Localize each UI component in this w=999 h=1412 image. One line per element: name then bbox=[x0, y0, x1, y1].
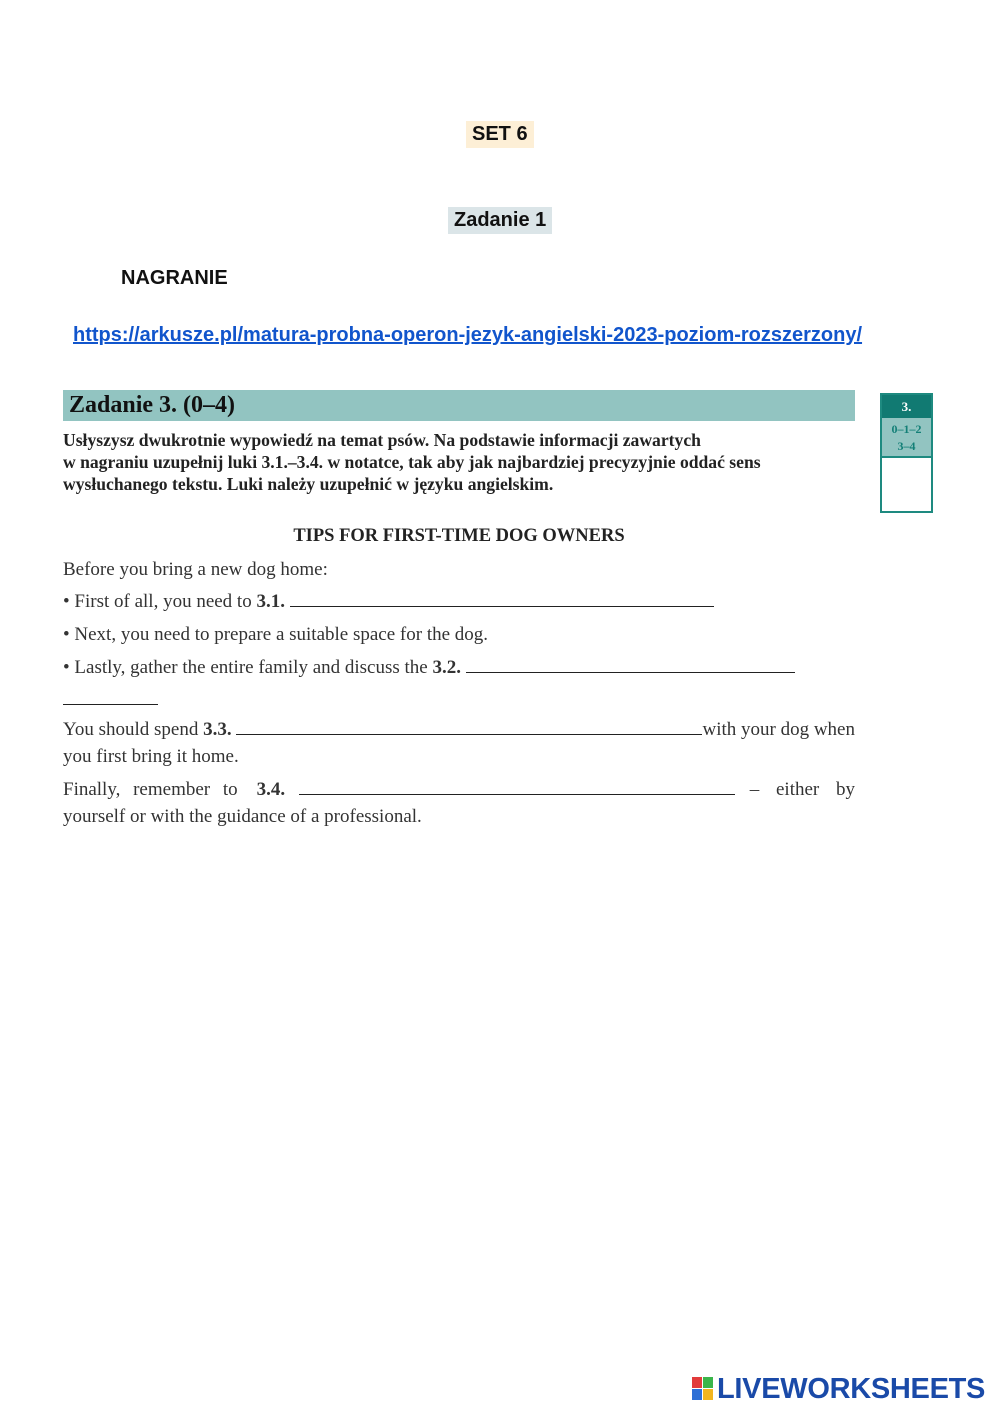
bullet-text: Next, you need to prepare a suitable space for the dog. bbox=[74, 624, 489, 645]
gap-number: 3.2. bbox=[432, 657, 461, 678]
liveworksheets-logo bbox=[692, 1373, 985, 1405]
exercise-instruction bbox=[63, 429, 855, 495]
score-points-row: 3–4 bbox=[897, 439, 916, 453]
paragraph-line bbox=[63, 776, 855, 803]
gap-3-1-input[interactable] bbox=[290, 605, 714, 607]
paragraph-3-4 bbox=[63, 776, 855, 830]
paragraph-3-3 bbox=[63, 716, 855, 770]
paragraph-text: – either by bbox=[749, 779, 855, 800]
gap-3-2-continuation[interactable] bbox=[63, 704, 158, 705]
note-intro: Before you bring a new dog home: bbox=[63, 559, 328, 580]
instruction-line: wysłuchanego tekstu. Luki należy uzupełnić w języku angielskim. bbox=[63, 474, 554, 494]
paragraph-text: with your dog when bbox=[702, 719, 855, 740]
bullet-dot: • bbox=[63, 657, 70, 678]
score-box bbox=[880, 393, 933, 513]
recording-link[interactable]: https://arkusze.pl/matura-probna-operon-jezyk-angielski-2023-poziom-rozszerzony/ bbox=[73, 324, 863, 346]
score-input[interactable] bbox=[882, 458, 931, 511]
paragraph-text: You should spend bbox=[63, 719, 199, 740]
paragraph-line: yourself or with the guidance of a professional. bbox=[63, 806, 422, 827]
bullet-dot: • bbox=[63, 591, 70, 612]
gap-number: 3.3. bbox=[203, 719, 232, 740]
paragraph-line: you first bring it home. bbox=[63, 746, 239, 767]
task-title: Zadanie 1 bbox=[448, 207, 552, 234]
logo-text: LIVEWORKSHEETS bbox=[717, 1372, 986, 1405]
bullet-3-2 bbox=[63, 657, 795, 679]
paragraph-line bbox=[63, 716, 855, 743]
bullet-text: First of all, you need to bbox=[74, 591, 252, 612]
set-title: SET 6 bbox=[466, 121, 534, 148]
score-number: 3. bbox=[882, 395, 931, 418]
bullet-2 bbox=[63, 624, 488, 646]
exercise-title-bar: Zadanie 3. (0–4) bbox=[63, 390, 855, 421]
gap-number: 3.1. bbox=[256, 591, 285, 612]
gap-3-2-input[interactable] bbox=[466, 671, 795, 673]
gap-3-4-input[interactable] bbox=[299, 793, 735, 795]
instruction-line: w nagraniu uzupełnij luki 3.1.–3.4. w notatce, tak aby jak najbardziej precyzyjnie oddać sens bbox=[63, 452, 761, 472]
score-points-row: 0–1–2 bbox=[891, 422, 922, 436]
gap-number: 3.4. bbox=[256, 779, 286, 800]
recording-label: NAGRANIE bbox=[121, 267, 228, 289]
note-heading: TIPS FOR FIRST-TIME DOG OWNERS bbox=[293, 526, 625, 546]
instruction-line: Usłyszysz dwukrotnie wypowiedź na temat psów. Na podstawie informacji zawartych bbox=[63, 430, 701, 450]
logo-icon bbox=[692, 1377, 714, 1401]
bullet-3-1 bbox=[63, 591, 714, 613]
bullet-text: Lastly, gather the entire family and discuss the bbox=[74, 657, 428, 678]
gap-3-3-input[interactable] bbox=[236, 733, 702, 735]
score-points bbox=[882, 418, 931, 458]
paragraph-text: Finally, remember to bbox=[63, 779, 238, 800]
bullet-dot: • bbox=[63, 624, 70, 645]
